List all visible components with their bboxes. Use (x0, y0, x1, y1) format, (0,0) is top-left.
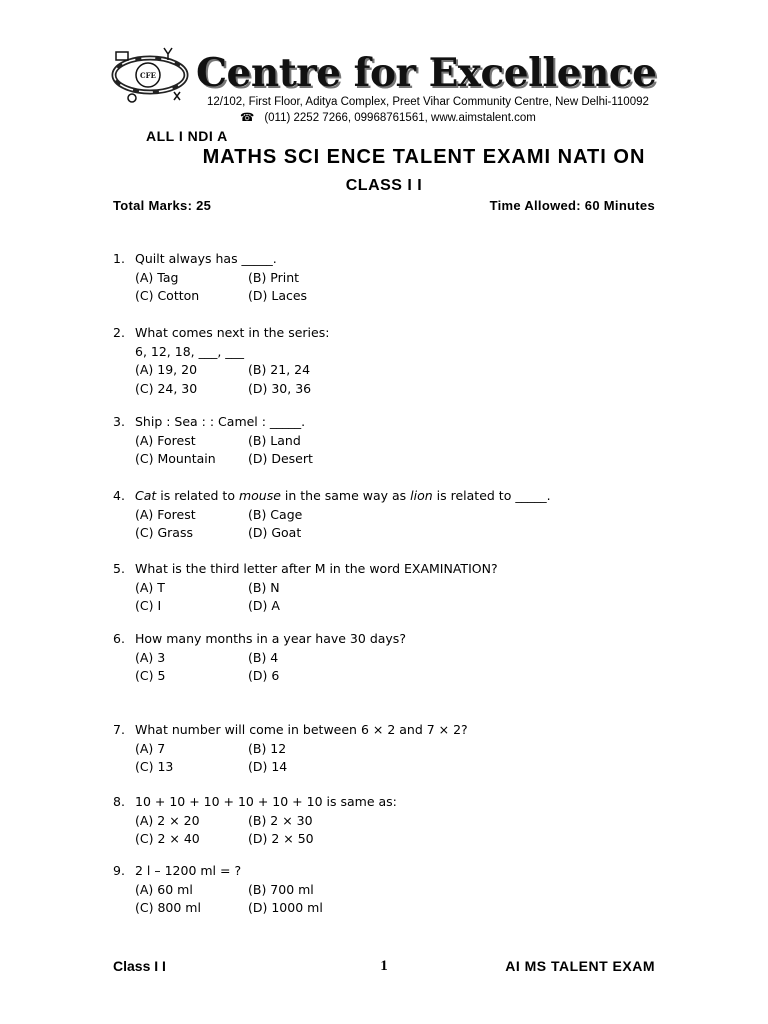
question-number: 7. (113, 722, 125, 737)
question-text-part: in the same way as (280, 488, 411, 503)
option-a: (A) 19, 20 (135, 362, 198, 377)
option-d: (D) 6 (248, 668, 280, 683)
brand-title: Centre for Excellence (196, 50, 657, 96)
question-number: 4. (113, 488, 125, 503)
class-title: CLASS I I (345, 177, 423, 194)
option-c: (C) I (135, 598, 162, 613)
question-number: 2. (113, 325, 125, 340)
question-7 (113, 721, 673, 777)
question-text: How many months in a year have 30 days? (135, 631, 406, 646)
option-a: (A) 7 (135, 740, 166, 756)
option-b: (B) 4 (248, 649, 279, 665)
option-c: (C) Mountain (135, 451, 216, 466)
option-d: (D) Laces (248, 288, 308, 303)
option-d: (D) 30, 36 (248, 380, 312, 396)
question-text-part: is related to _____. (432, 488, 551, 503)
option-b: (B) 12 (248, 740, 287, 756)
option-d: (D) A (248, 598, 280, 613)
option-d: (D) Desert (248, 451, 313, 466)
option-a: (A) T (135, 579, 165, 595)
option-c: (C) 13 (135, 759, 174, 774)
cfe-logo (108, 44, 192, 106)
question-text: What number will come in between 6 × 2 and 7 × 2? (135, 722, 468, 737)
question-number: 8. (113, 794, 125, 809)
option-a: (A) Forest (135, 432, 196, 448)
question-text: 10 + 10 + 10 + 10 + 10 + 10 is same as: (135, 794, 397, 809)
word-lion: lion (410, 488, 433, 503)
all-india-label: ALL I NDI A (146, 128, 228, 144)
option-b: (B) Print (248, 269, 300, 285)
time-allowed: Time Allowed: 60 Minutes (489, 198, 655, 213)
option-a: (A) Tag (135, 269, 179, 285)
option-c: (C) 24, 30 (135, 380, 198, 396)
question-6 (113, 630, 673, 686)
option-c: (C) 5 (135, 668, 166, 683)
option-c: (C) 800 ml (135, 900, 201, 915)
question-text-part: is related to (156, 488, 239, 503)
question-text: What comes next in the series: (135, 325, 330, 340)
word-mouse: mouse (238, 488, 281, 503)
question-number: 9. (113, 863, 125, 878)
option-b: (B) Cage (248, 506, 303, 522)
option-a: (A) Forest (135, 506, 196, 522)
question-text: Quilt always has _____. (135, 251, 277, 266)
telephone-icon: ☎ (240, 112, 255, 124)
option-a: (A) 2 × 20 (135, 812, 200, 828)
question-1 (113, 250, 673, 306)
footer-exam-name: AI MS TALENT EXAM (505, 958, 655, 974)
question-5 (113, 560, 673, 616)
option-a: (A) 3 (135, 649, 166, 665)
question-3 (113, 413, 673, 469)
question-number: 6. (113, 631, 125, 646)
question-text: 2 l – 1200 ml = ? (135, 863, 242, 878)
logo-text: CFE (140, 71, 156, 80)
question-text: What is the third letter after M in the word EXAMINATION? (135, 561, 498, 576)
option-c: (C) Cotton (135, 288, 200, 303)
word-cat: Cat (135, 488, 157, 503)
question-8 (113, 793, 673, 849)
option-c: (C) 2 × 40 (135, 831, 200, 846)
option-d: (D) 2 × 50 (248, 831, 314, 846)
address-line: 12/102, First Floor, Aditya Complex, Preet Vihar Community Centre, New Delhi-110092 (207, 96, 649, 108)
series-line: 6, 12, 18, ___, ___ (135, 343, 245, 359)
question-text: Ship : Sea : : Camel : _____. (135, 414, 306, 429)
option-c: (C) Grass (135, 525, 193, 540)
question-9 (113, 862, 673, 918)
option-a: (A) 60 ml (135, 881, 193, 897)
contact-text: (011) 2252 7266, 09968761561, www.aimstalent.com (264, 112, 536, 124)
option-d: (D) 14 (248, 759, 288, 774)
option-b: (B) 2 × 30 (248, 812, 313, 828)
contact-line (240, 110, 536, 124)
footer-class: Class I I (113, 958, 166, 974)
option-d: (D) 1000 ml (248, 900, 323, 915)
question-number: 5. (113, 561, 125, 576)
exam-title: MATHS SCI ENCE TALENT EXAMI NATI ON (202, 146, 646, 168)
page-number: 1 (380, 958, 388, 974)
option-d: (D) Goat (248, 525, 302, 540)
total-marks: Total Marks: 25 (113, 198, 212, 213)
option-b: (B) 21, 24 (248, 362, 311, 377)
question-2 (113, 324, 673, 398)
option-b: (B) 700 ml (248, 881, 314, 897)
question-number: 1. (113, 251, 125, 266)
option-b: (B) Land (248, 432, 301, 448)
question-4 (113, 487, 673, 543)
option-b: (B) N (248, 579, 280, 595)
question-number: 3. (113, 414, 125, 429)
